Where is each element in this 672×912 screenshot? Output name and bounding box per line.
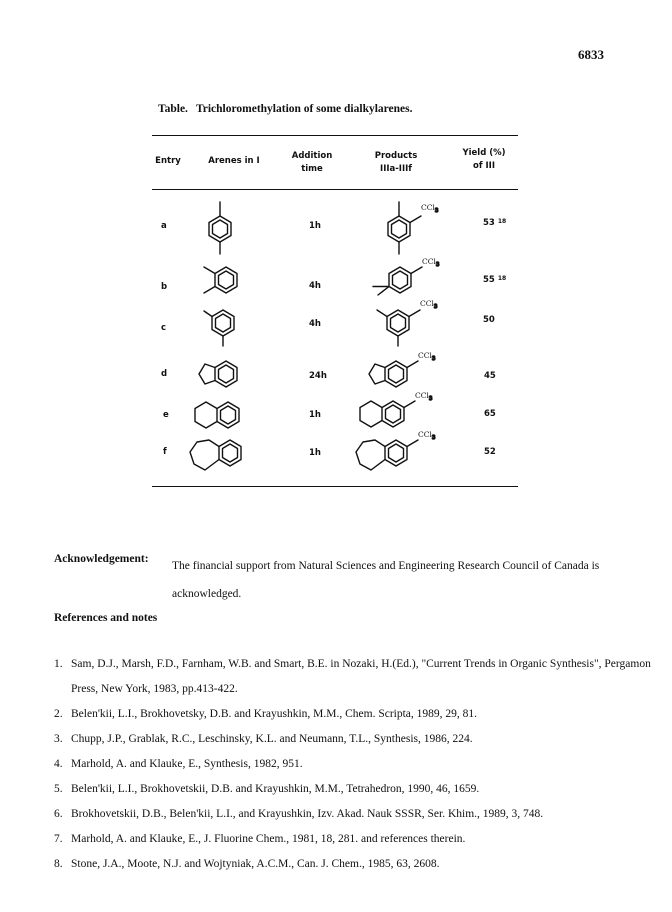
reference-item: 1. Sam, D.J., Marsh, F.D., Farnham, W.B. and Smart, B.E. in Nozaki, H.(Ed.), "Current Trends in Organic Synthesis", Pergamon Press, New York, 1983, pp.413-422.: [54, 658, 651, 695]
yield-value: 52: [484, 447, 496, 457]
page-number: 6833: [578, 47, 604, 62]
entry-label: c: [161, 323, 167, 333]
o-xylene-structure: [200, 262, 245, 302]
references-list: [54, 652, 654, 877]
reference-item: 7. Marhold, A. and Klauke, E., J. Fluorine Chem., 1981, 18, 281. and references therein.: [54, 833, 466, 845]
svg-text:CCl3: CCl$_3$: [422, 257, 440, 268]
reference-citation: 18: [497, 275, 507, 282]
yield-value: 65: [484, 409, 496, 419]
header-products-line2: IIIa-IIIf: [380, 164, 412, 174]
reference-item: 3. Chupp, J.P., Grablak, R.C., Leschinsky, K.L. and Neumann, T.L., Synthesis, 1986, 224.: [54, 733, 473, 745]
addition-time: 1h: [309, 448, 321, 458]
entry-label: f: [163, 447, 167, 457]
addition-time: 4h: [309, 281, 321, 291]
addition-time: 1h: [309, 410, 321, 420]
reference-item: 4. Marhold, A. and Klauke, E., Synthesis, 1982, 951.: [54, 758, 303, 770]
header-addition-time: [276, 150, 348, 176]
svg-text:CCl3: CCl$_3$: [415, 391, 433, 402]
header-arenes: Arenes in I: [208, 156, 260, 166]
yield-value: 53 $^{18}$: [483, 218, 507, 228]
entry-label: a: [161, 221, 167, 231]
indane-structure: [195, 355, 250, 395]
caption-label: Table.: [158, 103, 188, 115]
svg-text:CCl3: CCl$_3$: [420, 299, 438, 310]
table-top-rule: [152, 135, 518, 136]
header-products: [358, 150, 434, 176]
entry-label: d: [161, 369, 168, 379]
trichloromethyl-indane-structure: [355, 352, 455, 397]
header-yield-line2: of III: [473, 161, 495, 171]
reference-item: 6. Brokhovetskii, D.B., Belen'kii, L.I., and Krayushkin, Izv. Akad. Nauk SSSR, Ser. Khim., 1989, 3, 748.: [54, 808, 544, 820]
addition-time: 1h: [309, 221, 321, 231]
header-time-line1: Addition: [291, 151, 333, 161]
yield-value: 55 $^{18}$: [483, 275, 507, 285]
header-products-line1: Products: [374, 151, 418, 161]
reference-citation: 18: [497, 218, 507, 225]
entry-label: b: [161, 282, 168, 292]
references-title: References and notes: [54, 612, 158, 624]
reference-item: 8. Stone, J.A., Moote, N.J. and Wojtyniak, A.C.M., Can. J. Chem., 1985, 63, 2608.: [54, 858, 440, 870]
addition-time: 24h: [309, 371, 327, 381]
reference-item: 2. Belen'kii, L.I., Brokhovetsky, D.B. and Krayushkin, M.M., Chem. Scripta, 1989, 29, 81.: [54, 708, 478, 720]
table-header-rule: [152, 189, 518, 190]
svg-text:CCl3: CCl$_3$: [421, 203, 439, 214]
addition-time: 4h: [309, 319, 321, 329]
header-entry: Entry: [155, 156, 181, 166]
table-bottom-rule: [152, 486, 518, 487]
acknowledgement-label: Acknowledgement:: [54, 553, 149, 565]
benzocycloheptene-structure: [186, 436, 256, 476]
svg-text:CCl3: CCl$_3$: [418, 351, 436, 362]
reference-item: 5. Belen'kii, L.I., Brokhovetskii, D.B. and Krayushkin, M.M., Tetrahedron, 1990, 46, 1659.: [54, 783, 480, 795]
trichloromethyl-tetralin-structure: [352, 392, 457, 434]
m-xylene-structure: [200, 298, 245, 348]
acknowledgement-text: The financial support from Natural Sciences and Engineering Research Council of Canada is acknowledged.: [172, 560, 600, 600]
svg-text:CCl3: CCl$_3$: [418, 430, 436, 441]
header-yield-line1: Yield (%): [462, 148, 506, 158]
header-time-line2: time: [301, 164, 323, 174]
table-caption: [158, 103, 413, 115]
yield-value: 50: [483, 315, 495, 325]
tetralin-structure: [192, 398, 252, 434]
p-xylene-structure: [200, 198, 240, 258]
entry-label: e: [163, 410, 169, 420]
trichloromethyl-m-xylene-structure: [372, 297, 462, 349]
header-yield: [448, 147, 520, 173]
trichloromethyl-benzocycloheptene-structure: [350, 430, 460, 476]
caption-text: Trichloromethylation of some dialkylarenes.: [195, 103, 413, 115]
yield-value: 45: [484, 371, 496, 381]
trichloromethyl-p-xylene-structure: [374, 198, 459, 258]
